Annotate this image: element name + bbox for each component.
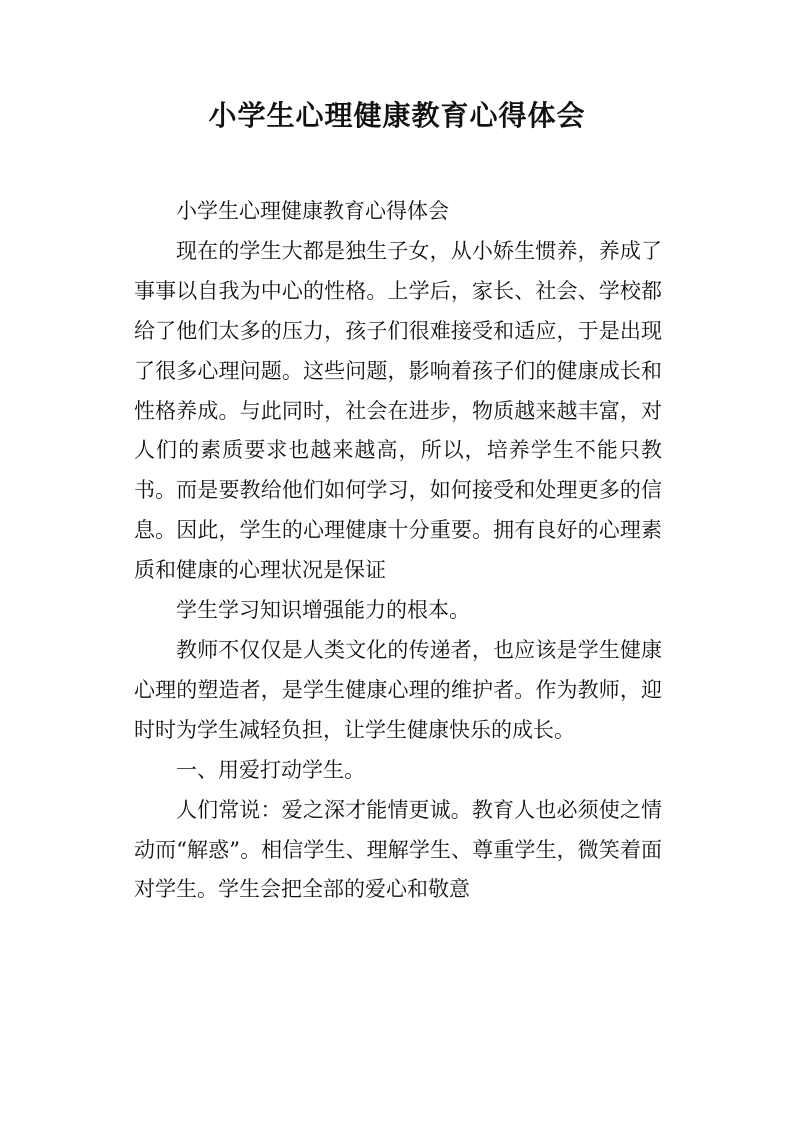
section-1-paragraph: 人们常说：爱之深才能情更诚。教育人也必须使之情动而“解惑”。相信学生、理解学生、尊重学生，微笑着面对学生。学生会把全部的爱心和敬意 [134, 797, 662, 902]
document-body [134, 192, 662, 910]
section-heading-1: 一、用爱打动学生。 [176, 757, 365, 782]
intro-paragraph: 现在的学生大都是独生子女，从小娇生惯养，养成了事事以自我为中心的性格。上学后，家长、社会、学校都给了他们太多的压力，孩子们很难接受和适应，于是出现了很多心理问题。这些问题，影响着孩子们的健康成长和性格养成。与此同时，社会在进步，物质越来越丰富，对人们的素质要求也越来越高，所以，培养学生不能只教书。而是要教给他们如何学习，如何接受和处理更多的信息。因此，学生的心理健康十分重要。拥有良好的心理素质和健康的心理状况是保证 [134, 238, 662, 583]
teacher-role-paragraph: 教师不仅仅是人类文化的传递者，也应该是学生健康心理的塑造者，是学生健康心理的维护者。作为教师，迎时时为学生减轻负担，让学生健康快乐的成长。 [134, 637, 662, 742]
document-title: 小学生心理健康教育心得体会 [208, 99, 586, 132]
subtitle-paragraph: 小学生心理健康教育心得体会 [176, 199, 449, 223]
continuation-paragraph: 学生学习知识增强能力的根本。 [176, 598, 470, 623]
